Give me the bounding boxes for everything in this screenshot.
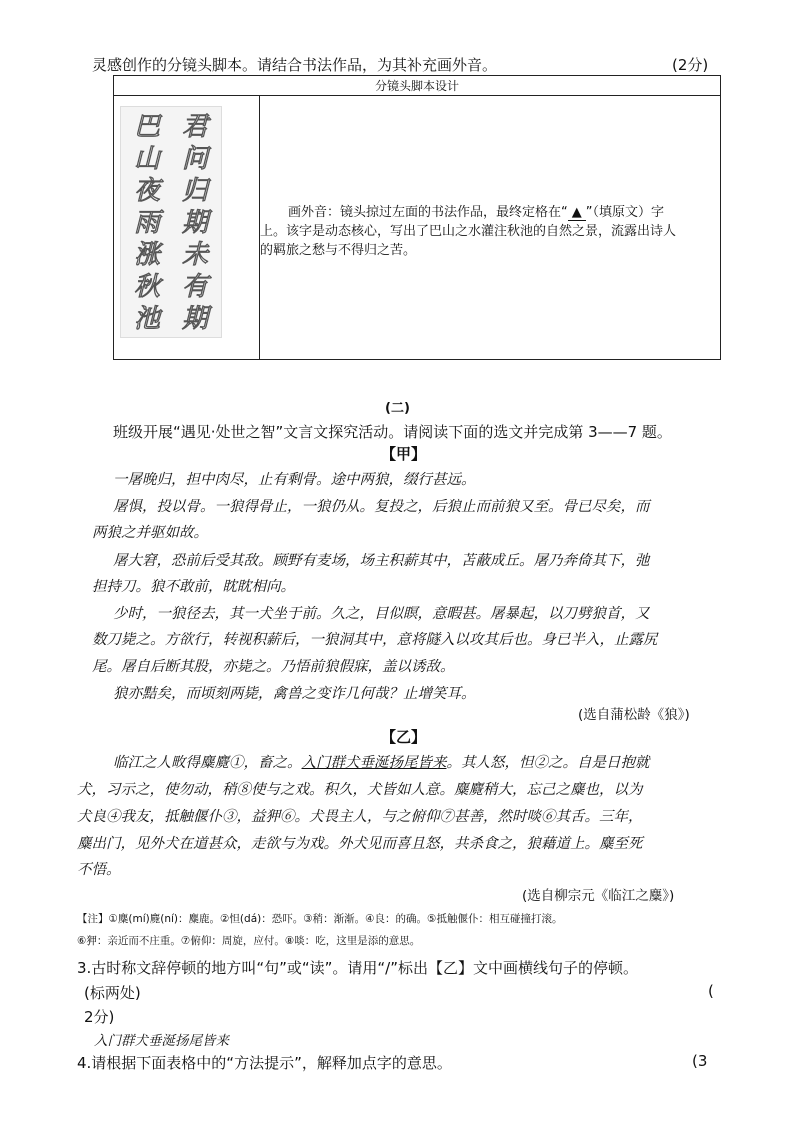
calligraphy-image bbox=[120, 106, 222, 338]
passage-jia-line: 一屠晚归，担中肉尽，止有剩骨。途中两狼，缀行甚远。 bbox=[113, 472, 476, 488]
passage-jia-line: 担持刀。狼不敢前，眈眈相向。 bbox=[92, 579, 295, 595]
question-3-score: 2分) bbox=[84, 1008, 115, 1026]
fill-blank[interactable]: ▲ bbox=[568, 205, 586, 221]
passage-jia-line: 少时，一狼径去，其一犬坐于前。久之，目似瞑，意暇甚。屠暴起，以刀劈狼首，又 bbox=[113, 606, 650, 622]
passage-jia-line: 两狼之并驱如故。 bbox=[92, 525, 208, 541]
passage-yi-label: 【乙】 bbox=[381, 728, 427, 746]
calligraphy-column-2: 巴山夜雨涨秋池 bbox=[133, 112, 160, 334]
question-3-stem: 3.古时称文辞停顿的地方叫“句”或“读”。请用“/”标出【乙】文中画横线句子的停顿。 bbox=[77, 959, 638, 977]
storyboard-table bbox=[113, 75, 721, 360]
passage-yi-line: 犬，习示之，使勿动，稍⑧使与之戏。积久，犬皆如人意。麋麑稍大，忘己之麋也，以为 bbox=[77, 782, 643, 798]
score-label: (2分) bbox=[672, 56, 709, 74]
section-intro: 班级开展“遇见·处世之智”文言文探究活动。请阅读下面的选文并完成第 3——7 题。 bbox=[113, 423, 672, 441]
passage-yi-line bbox=[113, 751, 650, 772]
passage-yi-line: 犬良④我友，抵触偃仆③，益狎⑥。犬畏主人，与之俯仰⑦甚善，然时啖⑥其舌。三年， bbox=[77, 809, 643, 825]
notes-line: ⑥狎：亲近而不庄重。⑦俯仰：周旋，应付。⑧啖：吃，这里是添的意思。 bbox=[77, 935, 421, 947]
notes-line: 【注】①麋(mí)麑(ní)：麋鹿。②怛(dá)：恐吓。③稍：渐渐。④良：的确。⑤抵触偃仆：相互碰撞打滚。 bbox=[77, 913, 563, 925]
voiceover-text-b: ”（填原文）字 bbox=[585, 205, 664, 220]
passage-jia-label: 【甲】 bbox=[381, 445, 427, 463]
voiceover-line-2: 上。该字是动态核心，写出了巴山之水灌注秋池的自然之景，流露出诗人 bbox=[260, 224, 677, 239]
passage-yi-text: 临江之人畋得麋麑①，畜之。 bbox=[113, 755, 302, 771]
voiceover-line-3: 的羁旅之愁与不得归之苦。 bbox=[260, 243, 417, 258]
passage-yi-line: 麋出门，见外犬在道甚众，走欲与为戏。外犬见而喜且怒，共杀食之，狼藉道上。麋至死 bbox=[77, 836, 643, 852]
passage-yi-text: 。其人怒，怛②之。自是日抱就 bbox=[446, 755, 650, 771]
question-3-answer-sentence[interactable]: 入门群犬垂涎扬尾皆来 bbox=[94, 1033, 229, 1049]
storyboard-header: 分镜头脚本设计 bbox=[114, 76, 720, 96]
question-stem-line: 灵感创作的分镜头脚本。请结合书法作品，为其补充画外音。 bbox=[92, 56, 498, 74]
calligraphy-cell bbox=[114, 96, 260, 359]
passage-yi-source: (选自柳宗元《临江之麋》) bbox=[522, 888, 675, 904]
passage-yi-line: 不悟。 bbox=[77, 862, 121, 878]
section-title: (二) bbox=[385, 401, 410, 416]
passage-jia-source: (选自蒲松龄《狼》) bbox=[578, 707, 690, 723]
passage-jia-line: 屠惧，投以骨。一狼得骨止，一狼仍从。复投之，后狼止而前狼又至。骨已尽矣，而 bbox=[113, 499, 650, 515]
voiceover-line-1 bbox=[288, 201, 664, 221]
question-4-stem: 4.请根据下面表格中的“方法提示”，解释加点字的意思。 bbox=[77, 1054, 452, 1072]
question-3-paren: ( bbox=[708, 982, 714, 1000]
voiceover-text-a: 画外音：镜头掠过左面的书法作品，最终定格在“ bbox=[288, 205, 568, 220]
voiceover-cell bbox=[260, 96, 720, 359]
question-3-mark-count: (标两处) bbox=[84, 984, 141, 1002]
passage-jia-line: 狼亦黠矣，而顷刻两毙，禽兽之变诈几何哉？止增笑耳。 bbox=[113, 686, 476, 702]
calligraphy-column-1: 君问归期未有期 bbox=[181, 112, 208, 334]
passage-jia-line: 屠大窘，恐前后受其敌。顾野有麦场，场主积薪其中，苫蔽成丘。屠乃奔倚其下，弛 bbox=[113, 553, 650, 569]
passage-jia-line: 尾。屠自后断其股，亦毙之。乃悟前狼假寐，盖以诱敌。 bbox=[92, 659, 455, 675]
question-4-score: (3 bbox=[692, 1052, 708, 1070]
underlined-sentence: 入门群犬垂涎扬尾皆来 bbox=[301, 755, 447, 771]
passage-jia-line: 数刀毙之。方欲行，转视积薪后，一狼洞其中，意将隧入以攻其后也。身已半入，止露尻 bbox=[92, 632, 658, 648]
